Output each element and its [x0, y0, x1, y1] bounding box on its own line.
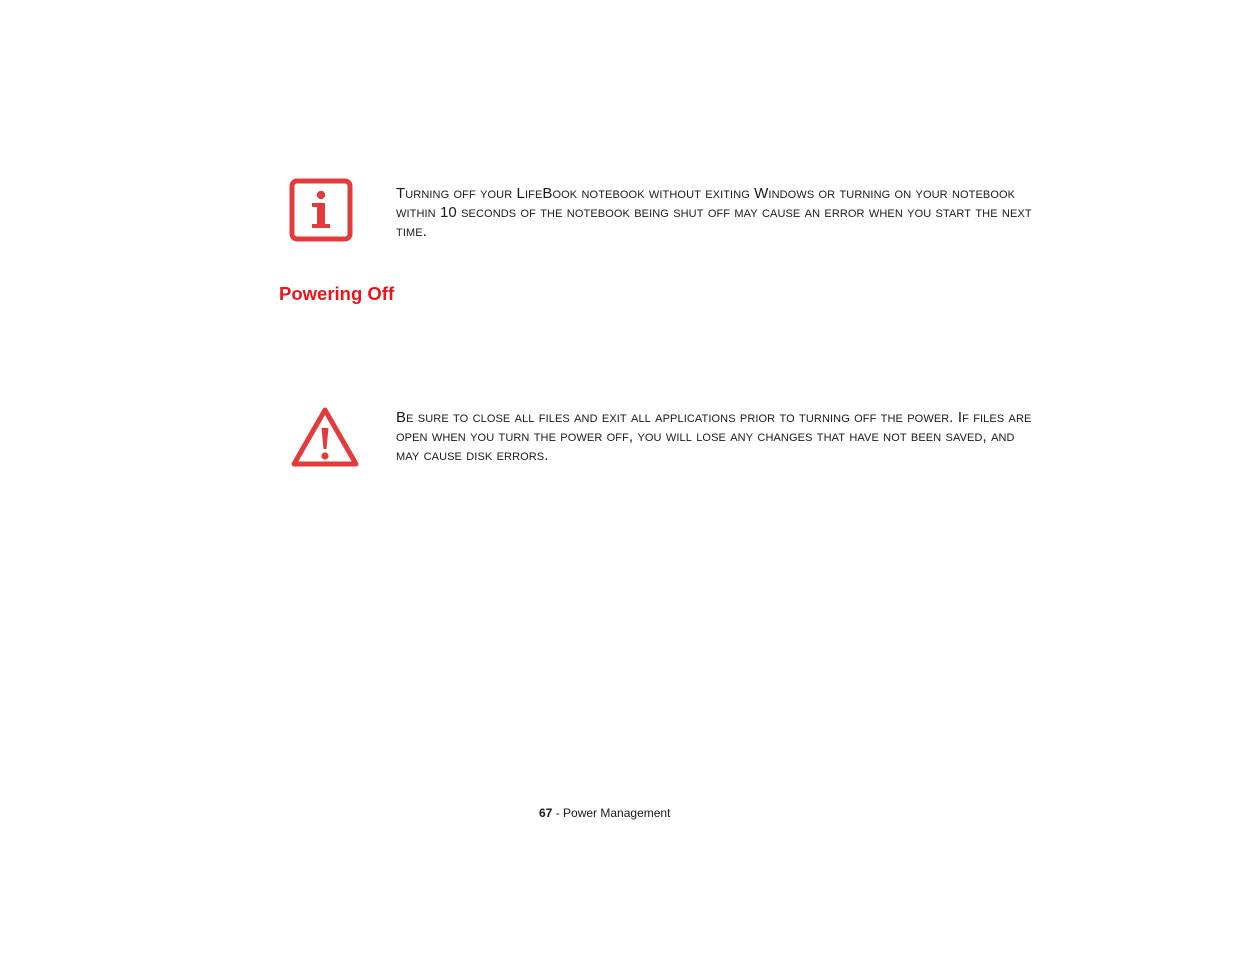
page-footer — [539, 806, 670, 820]
section-heading: Powering Off — [279, 283, 395, 304]
warning-note-text: Be sure to close all files and exit all applications prior to turning off the power. If files are open when you turn the power off, you will lose any changes that have not been saved, and may cause disk errors. — [396, 409, 1032, 464]
page-number: 67 — [539, 806, 553, 820]
info-note — [279, 178, 1039, 258]
info-icon — [289, 178, 359, 248]
warning-note — [279, 402, 1039, 482]
footer-chapter: Power Management — [563, 806, 671, 820]
footer-separator: - — [552, 806, 564, 820]
warning-icon — [289, 402, 359, 472]
info-note-text: Turning off your LifeBook notebook without exiting Windows or turning on your notebook within 10 seconds of the notebook being shut off may cause an error when you start the next time. — [396, 185, 1032, 240]
